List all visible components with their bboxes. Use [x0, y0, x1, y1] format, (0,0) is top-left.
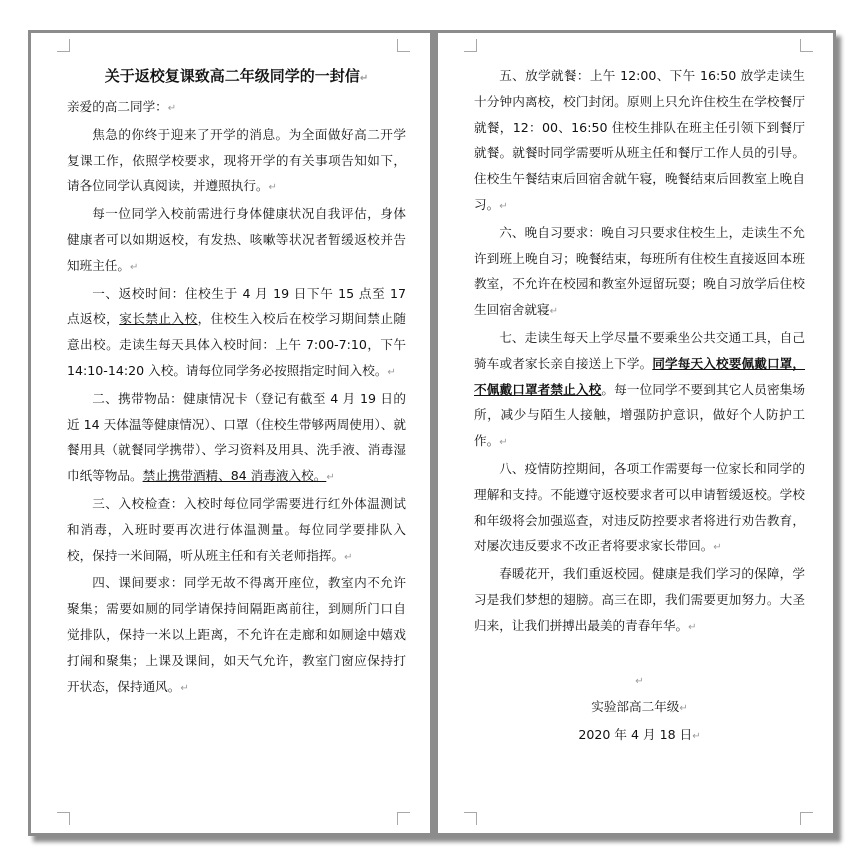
crop-mark — [397, 39, 410, 52]
crop-mark — [57, 812, 70, 825]
page-left — [31, 33, 430, 833]
paragraph: 每一位同学入校前需进行身体健康状况自我评估，身体健康者可以如期返校，有发热、咳嗽等状况者暂缓返校并告知班主任。↵ — [67, 206, 406, 273]
section-prevention: 八、疫情防控期间，各项工作需要每一位家长和同学的理解和支持。不能遵守返校要求者可以申请暂缓返校。学校和年级将会加强巡查，对违反防控要求者将进行劝告教育，对屡次违反要求不改正者将要求家长带回。↵ — [474, 460, 805, 554]
blank-line — [474, 641, 805, 667]
crop-mark — [800, 39, 813, 52]
section-break: 四、课间要求：同学无故不得离开座位，教室内不允许聚集；需要如厕的同学请保持间隔距离前往，到厕所门口自觉排队，保持一米以上距离，不允许在走廊和如厕途中嬉戏打闹和聚集；上课及课间，如天气允许，教室门窗应保持打开状态，保持通风。↵ — [67, 575, 406, 694]
document-view — [28, 30, 836, 836]
section-check: 三、入校检查：入校时每位同学需要进行红外体温测试和消毒，入班时要再次进行体温测量。每位同学要排队入校，保持一米间隔，听从班主任和有关老师指挥。↵ — [67, 495, 406, 563]
section-return-time: 一、返校时间：住校生于 4 月 19 日下午 15 点至 17 点返校，家长禁止入校，住校生入校后在校学习期间禁止随意出校。走读生每天具体入校时间：上午 7:00-7:10，下午 14:10-14:20 入校。请每位同学务必按照指定时间入校。↵ — [67, 285, 407, 378]
letter-title: 关于返校复课致高二年级同学的一封信↵ — [104, 67, 369, 85]
crop-mark — [57, 39, 70, 52]
section-evening-study: 六、晚自习要求：晚自习只要求住校生上，走读生不允许到班上晚自习；晚餐结束，每班所有住校生直接返回本班教室，不允许在校园和教室外逗留玩耍；晚自习放学后住校生回宿舍就寝↵ — [474, 224, 805, 318]
crop-mark — [397, 812, 410, 825]
empty-paragraph: ↵ — [635, 675, 644, 687]
section-commute: 七、走读生每天上学尽量不要乘坐公共交通工具，自己骑车或者家长亲自接送上下学。同学每天入校要佩戴口罩，不佩戴口罩者禁止入校。每一位同学不要到其它人员密集场所，减少与陌生人接触，增强防护意识，做好个人防护工作。↵ — [474, 329, 806, 449]
crop-mark — [800, 812, 813, 825]
page-left-content — [67, 63, 406, 701]
page-right-content — [474, 63, 805, 750]
crop-mark — [464, 39, 477, 52]
paragraph: 焦急的你终于迎来了开学的消息。为全面做好高二开学复课工作，依照学校要求，现将开学的有关事项告知如下，请各位同学认真阅读，并遵照执行。↵ — [67, 126, 406, 194]
page-right — [438, 33, 833, 833]
section-items: 二、携带物品：健康情况卡（登记有截至 4 月 19 日的近 14 天体温等健康情况）、口罩（住校生带够两周使用）、就餐用具（就餐同学携带）、学习资料及用具、洗手液、消毒湿巾纸等物品。禁止携带酒精、84 消毒液入校。↵ — [67, 390, 406, 484]
letter-date: 2020 年 4 月 18 日↵ — [578, 727, 701, 743]
crop-mark — [464, 812, 477, 825]
signature: 实验部高二年级↵ — [591, 699, 688, 715]
closing-paragraph: 春暖花开，我们重返校园。健康是我们学习的保障，学习是我们梦想的翅膀。高三在即，我们需要更加努力。大圣归来，让我们拼搏出最美的青春年华。↵ — [474, 566, 805, 633]
section-meals: 五、放学就餐：上午 12:00、下午 16:50 放学走读生十分钟内离校，校门封闭。原则上只允许住校生在学校餐厅就餐，12：00、16:50 住校生排队在班主任引领下到餐厅就餐。就餐时同学需要听从班主任和餐厅工作人员的引导。住校生午餐结束后回宿舍就午寝，晚餐结束后回教室上晚自习。↵ — [474, 68, 805, 212]
greeting: 亲爱的高二同学：↵ — [67, 99, 177, 114]
